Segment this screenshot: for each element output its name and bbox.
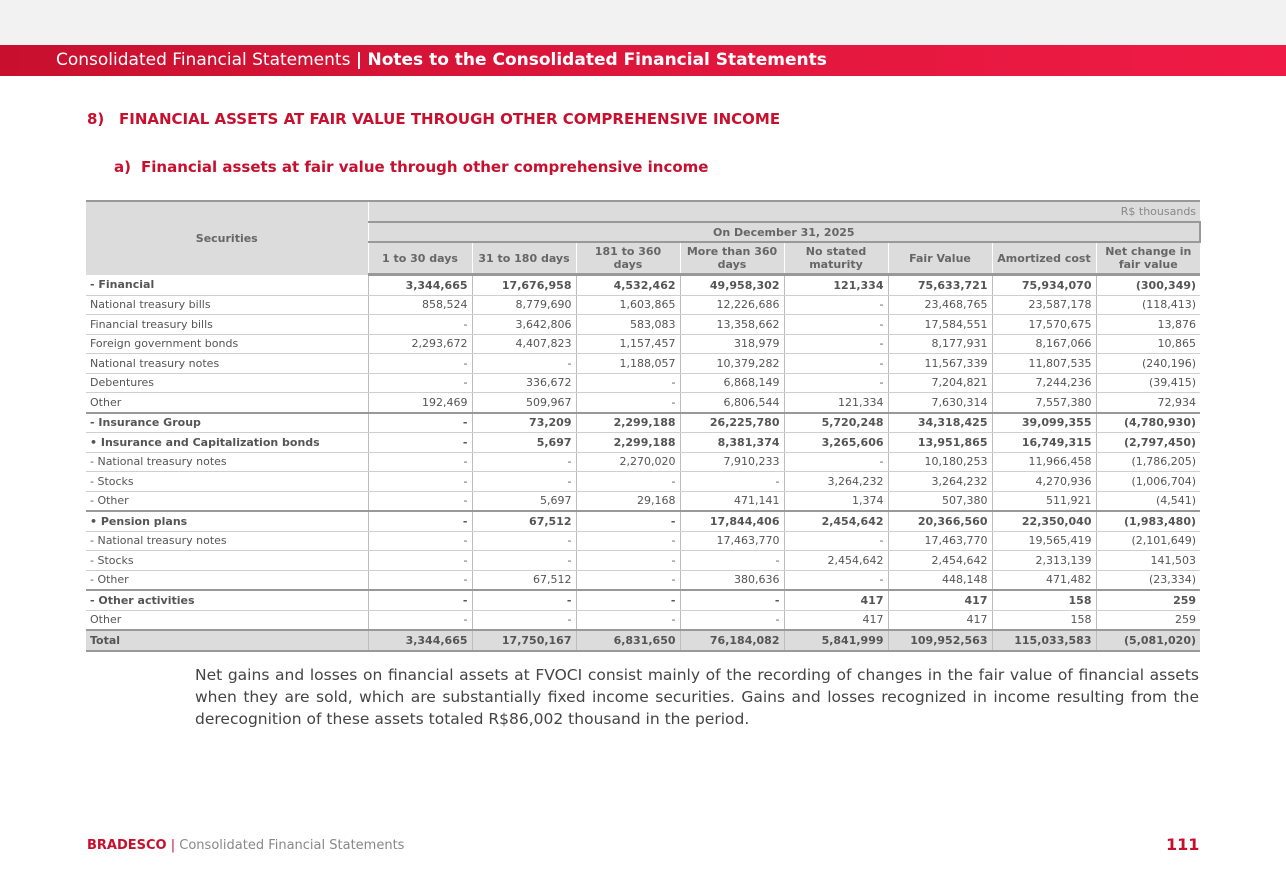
cell-value: 17,570,675 xyxy=(992,315,1096,335)
cell-value: - xyxy=(784,570,888,590)
cell-value: 6,831,650 xyxy=(576,630,680,651)
cell-value: 11,966,458 xyxy=(992,452,1096,472)
cell-value: - xyxy=(784,452,888,472)
cell-value: 141,503 xyxy=(1096,551,1200,571)
table-row xyxy=(86,315,1200,335)
cell-value: 34,318,425 xyxy=(888,413,992,433)
cell-value: 121,334 xyxy=(784,393,888,413)
cell-value: 583,083 xyxy=(576,315,680,335)
subsection-number: a) xyxy=(114,158,131,176)
cell-value: 5,697 xyxy=(472,433,576,453)
row-label: - National treasury notes xyxy=(86,452,368,472)
cell-value: 471,141 xyxy=(680,491,784,511)
cell-value: - xyxy=(368,373,472,393)
cell-value: 259 xyxy=(1096,610,1200,630)
cell-value: - xyxy=(368,491,472,511)
footer-separator: | xyxy=(170,838,176,853)
cell-value: 3,264,232 xyxy=(784,472,888,492)
cell-value: 10,379,282 xyxy=(680,354,784,374)
cell-value: 4,270,936 xyxy=(992,472,1096,492)
cell-value: - xyxy=(368,472,472,492)
row-label: National treasury bills xyxy=(86,295,368,315)
cell-value: (4,780,930) xyxy=(1096,413,1200,433)
cell-value: 380,636 xyxy=(680,570,784,590)
row-label: - Insurance Group xyxy=(86,413,368,433)
cell-value: 67,512 xyxy=(472,570,576,590)
cell-value: 75,934,070 xyxy=(992,275,1096,296)
table-row xyxy=(86,295,1200,315)
cell-value: - xyxy=(680,610,784,630)
cell-value: 75,633,721 xyxy=(888,275,992,296)
cell-value: - xyxy=(472,531,576,551)
cell-value: 336,672 xyxy=(472,373,576,393)
cell-value: 10,865 xyxy=(1096,334,1200,354)
cell-value: 192,469 xyxy=(368,393,472,413)
cell-value: 158 xyxy=(992,610,1096,630)
cell-value: 13,951,865 xyxy=(888,433,992,453)
cell-value: 5,841,999 xyxy=(784,630,888,651)
cell-value: 8,779,690 xyxy=(472,295,576,315)
row-label: National treasury notes xyxy=(86,354,368,374)
period-header: On December 31, 2025 xyxy=(368,222,1200,242)
cell-value: 19,565,419 xyxy=(992,531,1096,551)
cell-value: - xyxy=(472,354,576,374)
cell-value: 17,676,958 xyxy=(472,275,576,296)
row-label: - Stocks xyxy=(86,551,368,571)
cell-value: 6,868,149 xyxy=(680,373,784,393)
cell-value: - xyxy=(576,472,680,492)
cell-value: 23,468,765 xyxy=(888,295,992,315)
row-label: - Financial xyxy=(86,275,368,296)
header-banner xyxy=(0,45,1286,76)
page-number: 111 xyxy=(1166,835,1200,854)
cell-value: 26,225,780 xyxy=(680,413,784,433)
subsection-title xyxy=(114,158,708,176)
cell-value: - xyxy=(368,354,472,374)
row-label: Financial treasury bills xyxy=(86,315,368,335)
cell-value: 417 xyxy=(784,590,888,610)
cell-value: - xyxy=(368,452,472,472)
cell-value: - xyxy=(368,531,472,551)
cell-value: 29,168 xyxy=(576,491,680,511)
row-label: • Pension plans xyxy=(86,511,368,531)
cell-value: - xyxy=(368,590,472,610)
cell-value: 858,524 xyxy=(368,295,472,315)
footer xyxy=(87,838,404,853)
cell-value: 417 xyxy=(888,610,992,630)
cell-value: (240,196) xyxy=(1096,354,1200,374)
cell-value: 417 xyxy=(888,590,992,610)
table-row xyxy=(86,610,1200,630)
cell-value: - xyxy=(576,531,680,551)
cell-value: - xyxy=(680,472,784,492)
row-label: • Insurance and Capitalization bonds xyxy=(86,433,368,453)
cell-value: - xyxy=(784,315,888,335)
cell-value: - xyxy=(576,373,680,393)
row-label: Total xyxy=(86,630,368,651)
row-label: Debentures xyxy=(86,373,368,393)
column-header: More than 360 days xyxy=(680,242,784,275)
cell-value: 3,264,232 xyxy=(888,472,992,492)
table-row xyxy=(86,393,1200,413)
cell-value: 13,358,662 xyxy=(680,315,784,335)
cell-value: - xyxy=(576,610,680,630)
cell-value: 72,934 xyxy=(1096,393,1200,413)
cell-value: (118,413) xyxy=(1096,295,1200,315)
row-label: - Stocks xyxy=(86,472,368,492)
table-row xyxy=(86,433,1200,453)
cell-value: 6,806,544 xyxy=(680,393,784,413)
table-row xyxy=(86,373,1200,393)
table-row xyxy=(86,334,1200,354)
section-title-text: FINANCIAL ASSETS AT FAIR VALUE THROUGH OTHER COMPREHENSIVE INCOME xyxy=(119,110,781,128)
cell-value: 115,033,583 xyxy=(992,630,1096,651)
cell-value: - xyxy=(368,315,472,335)
table-body xyxy=(86,275,1200,651)
cell-value: (39,415) xyxy=(1096,373,1200,393)
column-header: No stated maturity xyxy=(784,242,888,275)
cell-value: 2,313,139 xyxy=(992,551,1096,571)
cell-value: - xyxy=(576,590,680,610)
row-label: - National treasury notes xyxy=(86,531,368,551)
cell-value: 39,099,355 xyxy=(992,413,1096,433)
unit-label: R$ thousands xyxy=(368,201,1200,222)
cell-value: 507,380 xyxy=(888,491,992,511)
cell-value: 17,844,406 xyxy=(680,511,784,531)
cell-value: 17,750,167 xyxy=(472,630,576,651)
cell-value: - xyxy=(368,511,472,531)
cell-value: 3,642,806 xyxy=(472,315,576,335)
cell-value: - xyxy=(784,531,888,551)
cell-value: - xyxy=(472,590,576,610)
table-row xyxy=(86,472,1200,492)
securities-header: Securities xyxy=(86,201,368,275)
cell-value: 2,454,642 xyxy=(784,511,888,531)
table-row xyxy=(86,452,1200,472)
cell-value: (4,541) xyxy=(1096,491,1200,511)
cell-value: - xyxy=(368,570,472,590)
footer-brand: BRADESCO xyxy=(87,838,167,853)
cell-value: 5,720,248 xyxy=(784,413,888,433)
cell-value: - xyxy=(680,551,784,571)
cell-value: 17,463,770 xyxy=(680,531,784,551)
cell-value: 49,958,302 xyxy=(680,275,784,296)
cell-value: 73,209 xyxy=(472,413,576,433)
cell-value: 1,603,865 xyxy=(576,295,680,315)
column-header: 31 to 180 days xyxy=(472,242,576,275)
cell-value: 17,463,770 xyxy=(888,531,992,551)
table-row xyxy=(86,491,1200,511)
cell-value: 259 xyxy=(1096,590,1200,610)
header-part2: Notes to the Consolidated Financial Statements xyxy=(367,50,827,70)
cell-value: (23,334) xyxy=(1096,570,1200,590)
note-paragraph: Net gains and losses on financial assets at FVOCI consist mainly of the recording of changes in the fair value of financial assets when they are sold, which are substantially fixed income securities. Gains and losses recognized in income resulting from the derecognition of these assets totaled R$86,002 thousand in the period. xyxy=(195,666,1199,728)
cell-value: 417 xyxy=(784,610,888,630)
cell-value: (1,786,205) xyxy=(1096,452,1200,472)
cell-value: - xyxy=(368,433,472,453)
cell-value: 318,979 xyxy=(680,334,784,354)
cell-value: (300,349) xyxy=(1096,275,1200,296)
cell-value: 13,876 xyxy=(1096,315,1200,335)
total-row xyxy=(86,630,1200,651)
cell-value: 7,557,380 xyxy=(992,393,1096,413)
cell-value: - xyxy=(784,354,888,374)
cell-value: 7,204,821 xyxy=(888,373,992,393)
cell-value: 158 xyxy=(992,590,1096,610)
cell-value: 22,350,040 xyxy=(992,511,1096,531)
cell-value: 8,381,374 xyxy=(680,433,784,453)
cell-value: (1,983,480) xyxy=(1096,511,1200,531)
cell-value: 1,188,057 xyxy=(576,354,680,374)
cell-value: 4,532,462 xyxy=(576,275,680,296)
cell-value: 1,374 xyxy=(784,491,888,511)
row-label: Other xyxy=(86,610,368,630)
cell-value: - xyxy=(784,295,888,315)
column-header: 181 to 360 days xyxy=(576,242,680,275)
cell-value: - xyxy=(576,511,680,531)
cell-value: (5,081,020) xyxy=(1096,630,1200,651)
cell-value: - xyxy=(368,413,472,433)
row-label: Other xyxy=(86,393,368,413)
cell-value: 3,265,606 xyxy=(784,433,888,453)
cell-value: - xyxy=(472,452,576,472)
table-row xyxy=(86,413,1200,433)
cell-value: (2,797,450) xyxy=(1096,433,1200,453)
cell-value: 16,749,315 xyxy=(992,433,1096,453)
footer-text: Consolidated Financial Statements xyxy=(179,838,405,853)
section-number: 8) xyxy=(87,110,105,128)
row-label: - Other xyxy=(86,491,368,511)
top-strip xyxy=(0,0,1286,45)
column-header: Fair Value xyxy=(888,242,992,275)
table-row xyxy=(86,275,1200,296)
cell-value: - xyxy=(472,610,576,630)
cell-value: - xyxy=(576,393,680,413)
cell-value: - xyxy=(784,334,888,354)
cell-value: 471,482 xyxy=(992,570,1096,590)
cell-value: 2,454,642 xyxy=(888,551,992,571)
table-row xyxy=(86,590,1200,610)
cell-value: 2,454,642 xyxy=(784,551,888,571)
cell-value: - xyxy=(368,610,472,630)
row-label: - Other xyxy=(86,570,368,590)
cell-value: 509,967 xyxy=(472,393,576,413)
cell-value: 7,244,236 xyxy=(992,373,1096,393)
cell-value: 12,226,686 xyxy=(680,295,784,315)
cell-value: 2,293,672 xyxy=(368,334,472,354)
cell-value: - xyxy=(576,570,680,590)
row-label: - Other activities xyxy=(86,590,368,610)
cell-value: (2,101,649) xyxy=(1096,531,1200,551)
column-header: 1 to 30 days xyxy=(368,242,472,275)
cell-value: 448,148 xyxy=(888,570,992,590)
cell-value: 2,270,020 xyxy=(576,452,680,472)
financial-assets-table xyxy=(86,200,1201,652)
cell-value: 121,334 xyxy=(784,275,888,296)
cell-value: 7,630,314 xyxy=(888,393,992,413)
cell-value: 511,921 xyxy=(992,491,1096,511)
cell-value: 76,184,082 xyxy=(680,630,784,651)
cell-value: 109,952,563 xyxy=(888,630,992,651)
cell-value: 17,584,551 xyxy=(888,315,992,335)
cell-value: 3,344,665 xyxy=(368,275,472,296)
cell-value: 11,807,535 xyxy=(992,354,1096,374)
header-part1: Consolidated Financial Statements xyxy=(56,50,351,70)
cell-value: 11,567,339 xyxy=(888,354,992,374)
cell-value: 2,299,188 xyxy=(576,433,680,453)
column-header: Amortized cost xyxy=(992,242,1096,275)
cell-value: (1,006,704) xyxy=(1096,472,1200,492)
table-row xyxy=(86,354,1200,374)
cell-value: - xyxy=(368,551,472,571)
cell-value: 23,587,178 xyxy=(992,295,1096,315)
table-row xyxy=(86,531,1200,551)
row-label: Foreign government bonds xyxy=(86,334,368,354)
cell-value: 8,177,931 xyxy=(888,334,992,354)
section-title xyxy=(87,110,780,128)
cell-value: - xyxy=(472,472,576,492)
cell-value: - xyxy=(784,373,888,393)
cell-value: 1,157,457 xyxy=(576,334,680,354)
column-header: Net change in fair value xyxy=(1096,242,1200,275)
cell-value: 4,407,823 xyxy=(472,334,576,354)
header-separator: | xyxy=(355,50,363,70)
table-row xyxy=(86,570,1200,590)
cell-value: 67,512 xyxy=(472,511,576,531)
cell-value: 2,299,188 xyxy=(576,413,680,433)
cell-value: 10,180,253 xyxy=(888,452,992,472)
cell-value: 8,167,066 xyxy=(992,334,1096,354)
cell-value: 7,910,233 xyxy=(680,452,784,472)
cell-value: - xyxy=(576,551,680,571)
subsection-title-text: Financial assets at fair value through other comprehensive income xyxy=(141,158,709,176)
table-row xyxy=(86,551,1200,571)
cell-value: - xyxy=(680,590,784,610)
table-row xyxy=(86,511,1200,531)
cell-value: 5,697 xyxy=(472,491,576,511)
cell-value: - xyxy=(472,551,576,571)
cell-value: 20,366,560 xyxy=(888,511,992,531)
cell-value: 3,344,665 xyxy=(368,630,472,651)
